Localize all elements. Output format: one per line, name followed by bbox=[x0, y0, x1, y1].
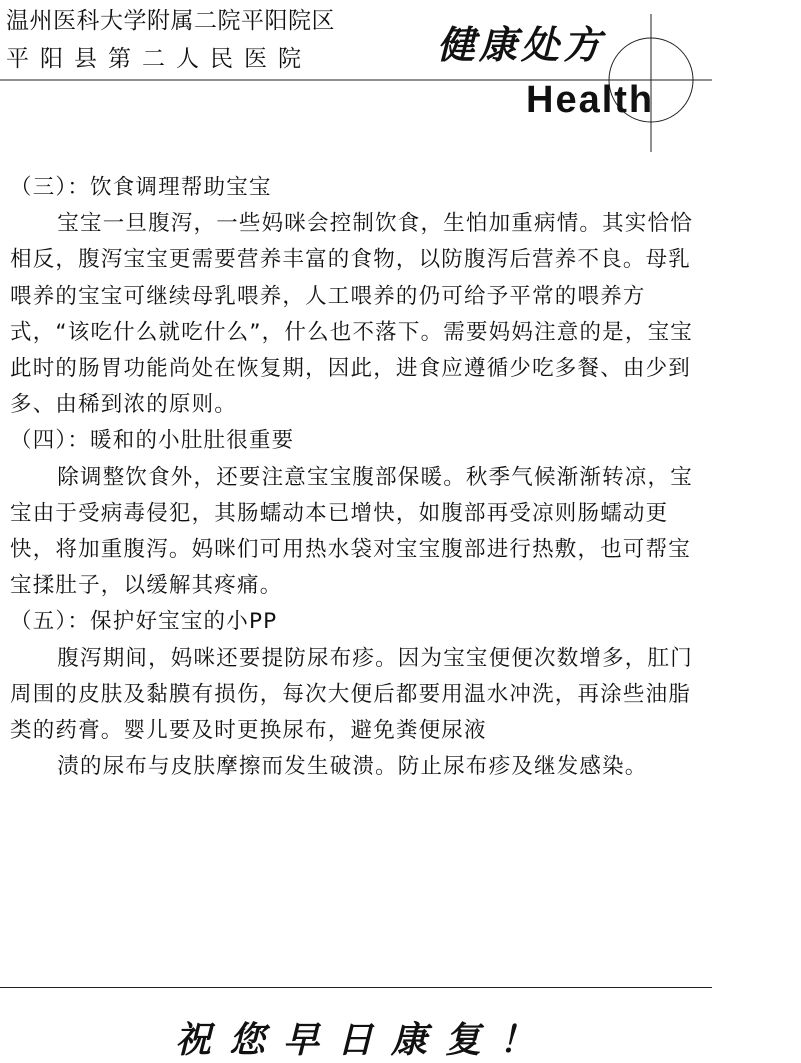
closing-greeting: 祝您早日康复！ bbox=[175, 1019, 554, 1061]
section4-body: 除调整饮食外，还要注意宝宝腹部保暖。秋季气候渐渐转凉，宝宝由于受病毒侵犯，其肠蠕动本已增快，如腹部再受凉则肠蠕动更快，将加重腹泻。妈咪们可用热水袋对宝宝腹部进行热敷，也可帮宝宝揉肚子，以缓解其疼痛。 bbox=[10, 464, 693, 599]
footer-rule bbox=[0, 987, 712, 988]
brand-title: 健康处方 bbox=[437, 22, 606, 67]
section5-body-a: 腹泻期间，妈咪还要提防尿布疹。因为宝宝便便次数增多，肛门周围的皮肤及黏膜有损伤，每次大便后都要用温水冲洗，再涂些油脂类的药膏。婴儿要及时更换尿布，避免粪便尿液 bbox=[10, 645, 693, 744]
section5-body-b: 渍的尿布与皮肤摩擦而发生破溃。防止尿布疹及继发感染。 bbox=[57, 754, 648, 780]
section3-heading: （三）：饮食调理帮助宝宝 bbox=[10, 175, 272, 200]
article-body bbox=[10, 170, 700, 785]
brand-word: Health bbox=[526, 79, 655, 121]
section3-body: 宝宝一旦腹泻，一些妈咪会控制饮食，生怕加重病情。其实恰恰相反，腹泻宝宝更需要营养丰富的食物，以防腹泻后营养不良。母乳喂养的宝宝可继续母乳喂养，人工喂养的仍可给予平常的喂养方式，“该吃什么就吃什么”，什么也不落下。需要妈妈注意的是，宝宝此时的肠胃功能尚处在恢复期，因此，进食应遵循少吃多餐、由少到多、由稀到浓的原则。 bbox=[10, 211, 693, 418]
hospital-name-line2: 平阳县第二人民医院 bbox=[6, 46, 312, 72]
header-decoration bbox=[0, 0, 801, 160]
hospital-name-line1: 温州医科大学附属二院平阳院区 bbox=[6, 8, 335, 34]
section5-heading: （五）：保护好宝宝的小PP bbox=[10, 609, 278, 635]
section4-heading: （四）：暖和的小肚肚很重要 bbox=[10, 428, 295, 454]
